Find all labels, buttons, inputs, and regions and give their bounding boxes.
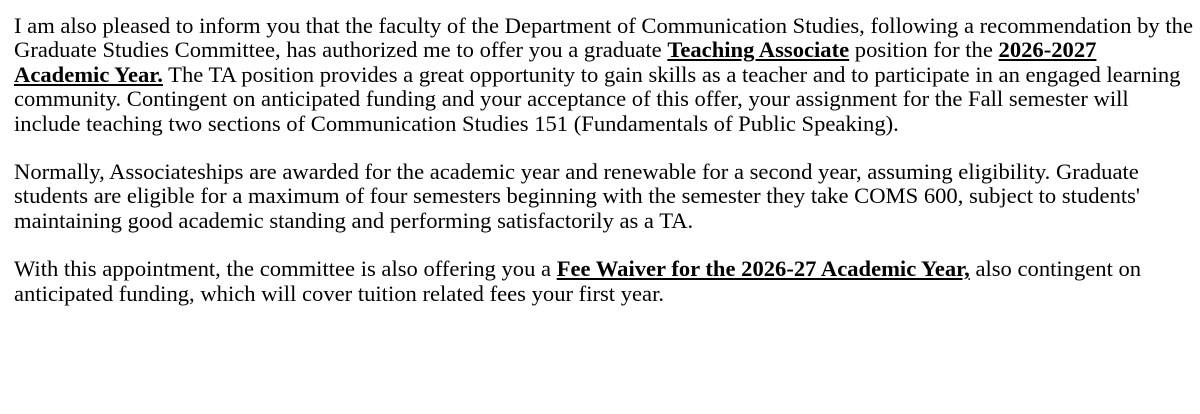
paragraph-ta-offer bbox=[14, 14, 1194, 136]
paragraph-eligibility bbox=[14, 160, 1194, 233]
teaching-associate-emphasis: Teaching Associate bbox=[667, 37, 850, 63]
fee-waiver-intro-text: With this appointment, the committee is also offering you a bbox=[14, 256, 557, 282]
paragraph-fee-waiver bbox=[14, 257, 1194, 306]
academic-year-emphasis: 2026-2027 Academic Year. bbox=[14, 37, 1097, 87]
fee-waiver-details-text: also contingent on anticipated funding, which will cover tuition related fees your first year. bbox=[14, 256, 1142, 306]
eligibility-text: Normally, Associateships are awarded for the academic year and renewable for a second year, assuming eligibility. Graduate students are eligible for a maximum of four semesters beginning with the semester they take COMS 600, subject to students' maintaining good academic standing and performing satisfactorily as a TA. bbox=[14, 159, 1141, 233]
ta-offer-details-text: The TA position provides a great opportunity to gain skills as a teacher and to participate in an engaged learning community. Contingent on anticipated funding and your acceptance of this offer, your assignment for the Fall semester will include teaching two sections of Communication Studies 151 (Fundamentals of Public Speaking). bbox=[14, 61, 1181, 136]
ta-offer-intro-text: I am also pleased to inform you that the faculty of the Department of Communication Studies, following a recommendation by the Graduate Studies Committee, has authorized me to offer you a graduate bbox=[14, 13, 1193, 63]
ta-offer-position-text: position for the bbox=[849, 37, 999, 63]
fee-waiver-emphasis: Fee Waiver for the 2026-27 Academic Year, bbox=[556, 256, 970, 282]
